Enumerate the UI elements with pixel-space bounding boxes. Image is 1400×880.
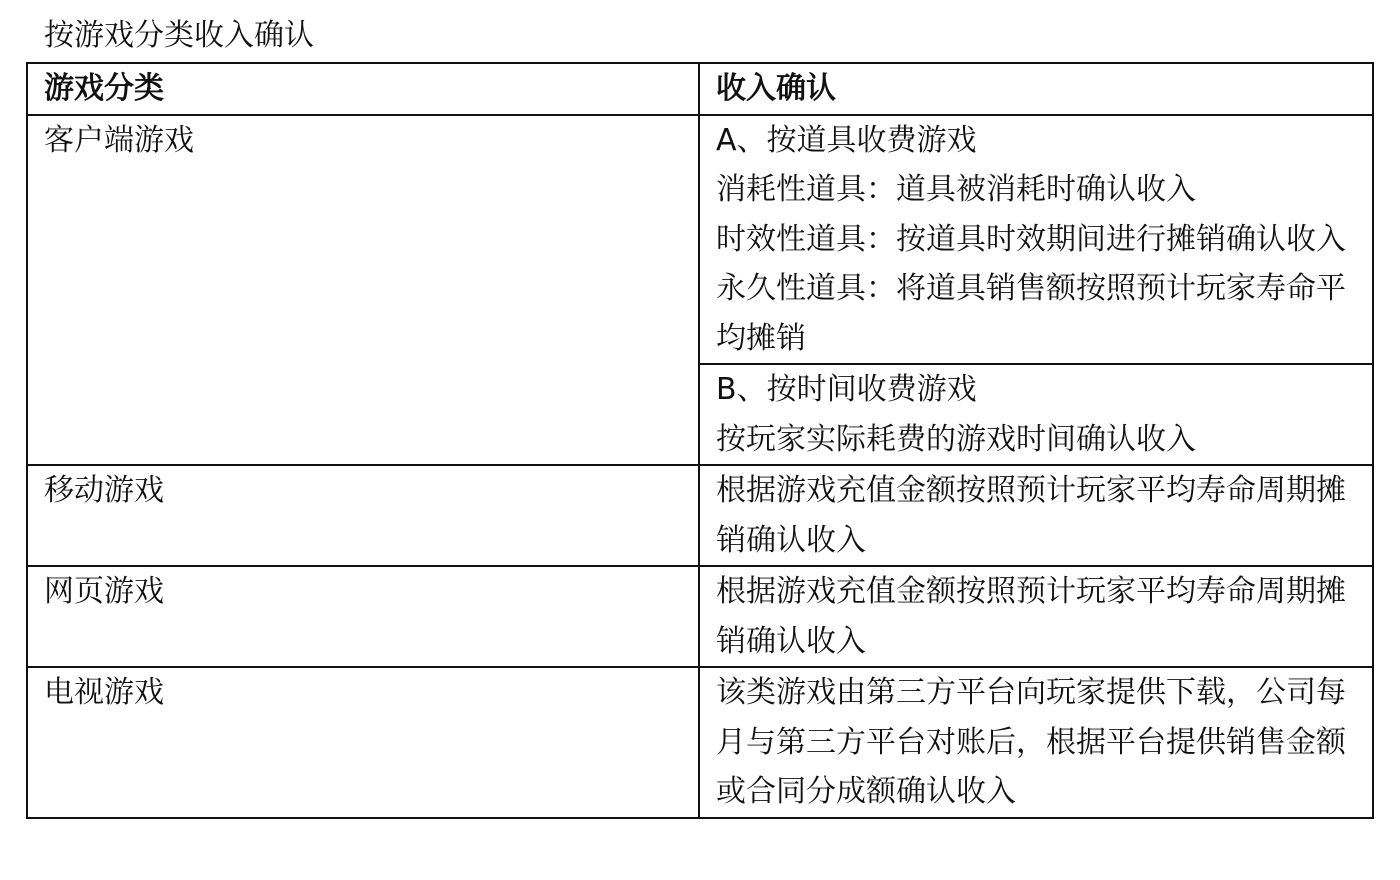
recognition-heading: A、按道具收费游戏 bbox=[716, 122, 977, 158]
category-label: 网页游戏 bbox=[44, 574, 164, 609]
category-label: 移动游戏 bbox=[44, 473, 164, 508]
recognition-tv-game bbox=[699, 667, 1373, 818]
category-label: 客户端游戏 bbox=[44, 122, 194, 158]
category-label: 电视游戏 bbox=[44, 675, 164, 710]
revenue-recognition-table bbox=[26, 62, 1374, 819]
table-row bbox=[27, 667, 1373, 818]
recognition-text: 消耗性道具：道具被消耗时确认收入 bbox=[716, 172, 1196, 207]
document-title: 按游戏分类收入确认 bbox=[44, 18, 314, 53]
table-row bbox=[27, 465, 1373, 566]
recognition-text: 根据游戏充值金额按照预计玩家平均寿命周期摊销确认收入 bbox=[716, 574, 1346, 659]
table-row bbox=[27, 115, 1373, 365]
category-tv-game bbox=[27, 667, 699, 818]
recognition-text: 按玩家实际耗费的游戏时间确认收入 bbox=[716, 421, 1196, 457]
table-row bbox=[27, 566, 1373, 667]
table-header-row bbox=[27, 63, 1373, 115]
recognition-text: 时效性道具：按道具时效期间进行摊销确认收入 bbox=[716, 221, 1346, 257]
header-revenue-recognition: 收入确认 bbox=[699, 63, 1373, 115]
recognition-text: 该类游戏由第三方平台向玩家提供下载，公司每月与第三方平台对账后，根据平台提供销售金额或合同分成额确认收入 bbox=[716, 675, 1346, 809]
category-mobile-game bbox=[27, 465, 699, 566]
recognition-client-time-charge bbox=[699, 364, 1373, 465]
header-game-category: 游戏分类 bbox=[27, 63, 699, 115]
recognition-client-item-charge bbox=[699, 115, 1373, 365]
recognition-text: 根据游戏充值金额按照预计玩家平均寿命周期摊销确认收入 bbox=[716, 473, 1346, 558]
recognition-heading: B、按时间收费游戏 bbox=[716, 372, 977, 407]
recognition-mobile-game bbox=[699, 465, 1373, 566]
category-web-game bbox=[27, 566, 699, 667]
recognition-web-game bbox=[699, 566, 1373, 667]
recognition-text: 永久性道具：将道具销售额按照预计玩家寿命平均摊销 bbox=[716, 271, 1346, 356]
category-client-game bbox=[27, 115, 699, 466]
